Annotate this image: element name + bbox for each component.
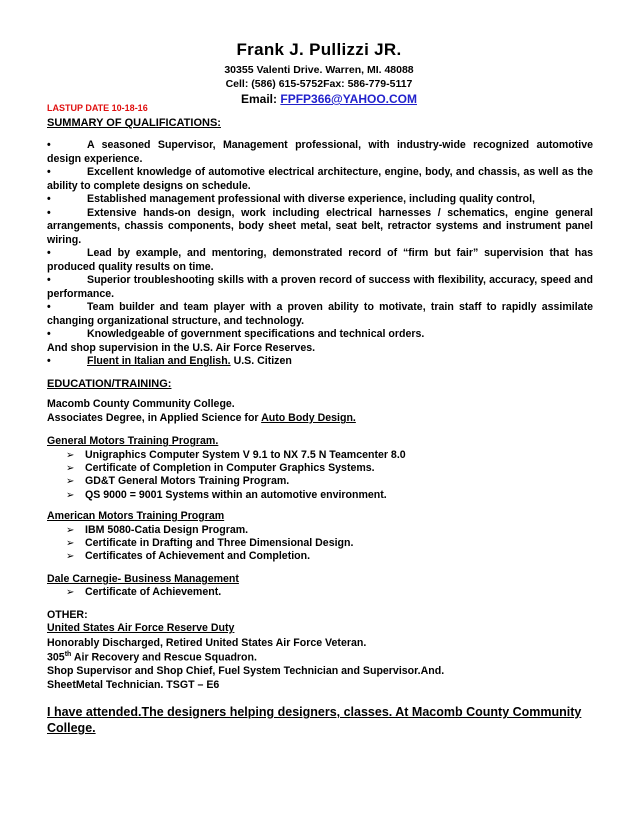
carnegie-list [66,586,221,599]
summary-item: • Excellent knowledge of automotive electrical architecture, engine, body, and chassis, as well as the ability to complete designs on schedule. [47,166,593,192]
other-line: SheetMetal Technician. TSGT – E6 [47,679,220,691]
summary-item: • Knowledgeable of government specifications and technical orders. [47,328,425,340]
summary-item: • Fluent in Italian and English. U.S. Citizen [47,355,292,367]
list-item: ➢ Certificate of Achievement. [66,586,222,598]
email-link[interactable]: FPFP366@YAHOO.COM [280,92,417,106]
last-update-date: LASTUP DATE 10-18-16 [47,103,148,113]
list-item: ➢ QS 9000 = 9001 Systems within an automotive environment. [66,488,387,501]
list-item: ➢ Certificate of Completion in Computer Graphics Systems. [66,462,375,475]
duty-heading: United States Air Force Reserve Duty [47,622,235,634]
amc-program-list [66,524,353,564]
other-line: Shop Supervisor and Shop Chief, Fuel System Technician and Supervisor.And. [47,665,445,677]
other-line: Honorably Discharged, Retired United States Air Force Veteran. [47,637,367,649]
summary-item: • A seasoned Supervisor, Management professional, with industry-wide recognized automotive design experience. [47,139,593,165]
summary-item: • Superior troubleshooting skills with a proven record of success with flexibility, accuracy, speed and performance. [47,274,593,300]
summary-item: • Team builder and team player with a proven ability to motivate, train staff to rapidly assimilate changing organizational structure, and technology. [47,301,593,327]
education-heading: EDUCATION/TRAINING: [47,378,172,390]
summary-continuation: And shop supervision in the U.S. Air Force Reserves. [47,341,316,354]
summary-heading: SUMMARY OF QUALIFICATIONS: [47,117,221,129]
email-label: Email: [241,92,278,106]
list-item: ➢ Certificates of Achievement and Completion. [66,550,311,563]
list-item: ➢ IBM 5080-Catia Design Program. [66,524,249,536]
list-item: ➢ GD&T General Motors Training Program. [66,475,290,488]
summary-list [47,139,593,369]
phone-fax: Cell: (586) 615-5752Fax: 586-779-5117 [225,78,413,90]
degree-line: Associates Degree, in Applied Science for Auto Body Design. [47,412,356,424]
list-item: ➢ Certificate in Drafting and Three Dimensional Design. [66,537,354,550]
gm-program-heading: General Motors Training Program. [47,435,219,447]
list-item: ➢ Unigraphics Computer System V 9.1 to NX 7.5 N Teamcenter 8.0 [66,449,406,461]
gm-program-list [66,449,406,502]
address: 30355 Valenti Drive. Warren, MI. 48088 [224,64,414,76]
applicant-name: Frank J. Pullizzi JR. [236,40,402,59]
summary-item: • Established management professional with diverse experience, including quality control, [47,193,535,205]
carnegie-heading: Dale Carnegie- Business Management [47,573,239,585]
other-heading: OTHER: [47,609,88,621]
closing-statement: I have attended.The designers helping designers, classes. At Macomb County Community College. [47,705,582,735]
summary-item: • Extensive hands-on design, work including electrical harnesses / schematics, engine general arrangements, chassis components, body sheet metal, seat belt, retractor systems and instrument panel wiring. [47,206,593,246]
squadron-line: 305th Air Recovery and Rescue Squadron. [47,651,257,664]
amc-program-heading: American Motors Training Program [47,510,225,522]
college-name: Macomb County Community College. [47,398,235,410]
summary-item: • Lead by example, and mentoring, demonstrated record of “firm but fair” supervision that has produced quality results on time. [47,247,593,273]
